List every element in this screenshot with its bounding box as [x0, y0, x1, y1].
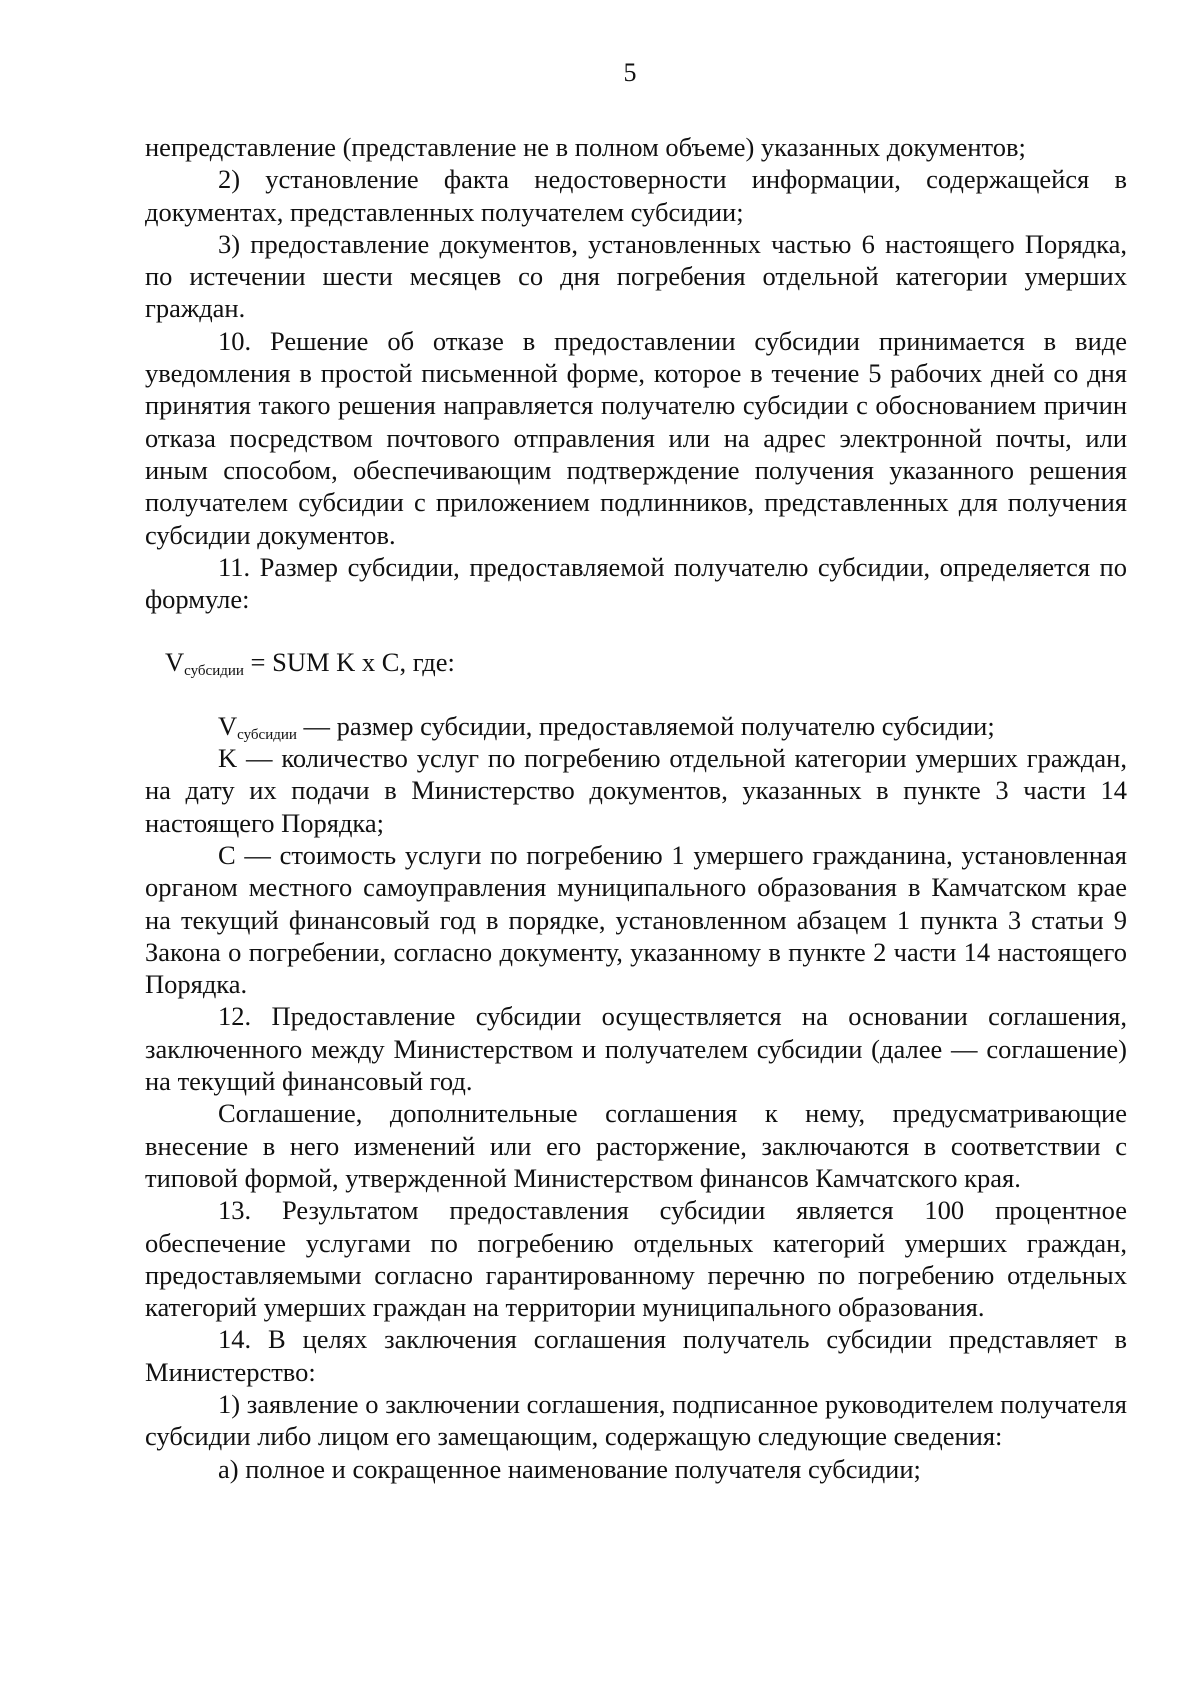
definition-text: — размер субсидии, предоставляемой получателю субсидии; [296, 710, 995, 741]
subsidy-formula [145, 646, 1127, 678]
paragraph-c-definition: C — стоимость услуги по погребению 1 умершего гражданина, установленная органом местного самоуправления муниципального образования в Камчатском крае на текущий финансовый год в порядке, установленном абзацем 1 пункта 3 статьи 9 Закона о погребении, согласно документу, указанному в пункте 2 части 14 настоящего Порядка. [145, 839, 1127, 1000]
paragraph-section-11: 11. Размер субсидии, предоставляемой получателю субсидии, определяется по формуле: [145, 551, 1127, 615]
paragraph-item-3: 3) предоставление документов, установленных частью 6 настоящего Порядка, по истечении шести месяцев со дня погребения отдельной категории умерших граждан. [145, 228, 1127, 324]
paragraph-section-12: 12. Предоставление субсидии осуществляется на основании соглашения, заключенного между Министерством и получателем субсидии (далее — соглашение) на текущий финансовый год. [145, 1001, 1127, 1097]
formula-symbol: V [165, 647, 185, 678]
formula-subscript: субсидии [184, 663, 244, 680]
definition-symbol: V [218, 710, 238, 741]
paragraph-section-13: 13. Результатом предоставления субсидии является 100 процентное обеспечение услугами по погребению отдельных категорий умерших граждан, предоставляемыми согласно гарантированному перечню по погребению отдельных категорий умерших граждан на территории муниципального образования. [145, 1195, 1127, 1323]
paragraph-item-2: 2) установление факта недостоверности информации, содержащейся в документах, представленных получателем субсидии; [145, 164, 1127, 227]
paragraph-section-14: 14. В целях заключения соглашения получатель субсидии представляет в Министерство: [145, 1324, 1127, 1387]
formula-expression: = SUM K x C, где: [243, 647, 455, 678]
paragraph-agreement: Соглашение, дополнительные соглашения к нему, предусматривающие внесение в него изменений или его расторжение, заключаются в соответствии с типовой формой, утвержденной Министерством финансов Камчатского края. [145, 1098, 1127, 1193]
definition-subscript: субсидии [237, 726, 297, 743]
paragraph-k-definition: K — количество услуг по погребению отдельной категории умерших граждан, на дату их подачи в Министерство документов, указанных в пункте 3 части 14 настоящего Порядка; [145, 743, 1127, 838]
paragraph-section-10: 10. Решение об отказе в предоставлении субсидии принимается в виде уведомления в простой письменной форме, которое в течение 5 рабочих дней со дня принятия такого решения направляется получателю субсидии с обоснованием причин отказа посредством почтового отправления или на адрес электронной почты, или иным способом, обеспечивающим подтверждение получения указанного решения получателем субсидии с приложением подлинников, представленных для получения субсидии документов. [145, 325, 1127, 550]
page-number: 5 [623, 58, 637, 87]
paragraph-nonsubmission: непредставление (представление не в полном объеме) указанных документов; [145, 132, 1026, 162]
document-body [145, 131, 1127, 1485]
paragraph-item-1-application: 1) заявление о заключении соглашения, подписанное руководителем получателя субсидии либо лицом его замещающим, содержащую следующие сведения: [145, 1388, 1127, 1452]
paragraph-v-definition [145, 710, 1127, 742]
paragraph-item-a-name: а) полное и сокращенное наименование получателя субсидии; [218, 1453, 921, 1484]
